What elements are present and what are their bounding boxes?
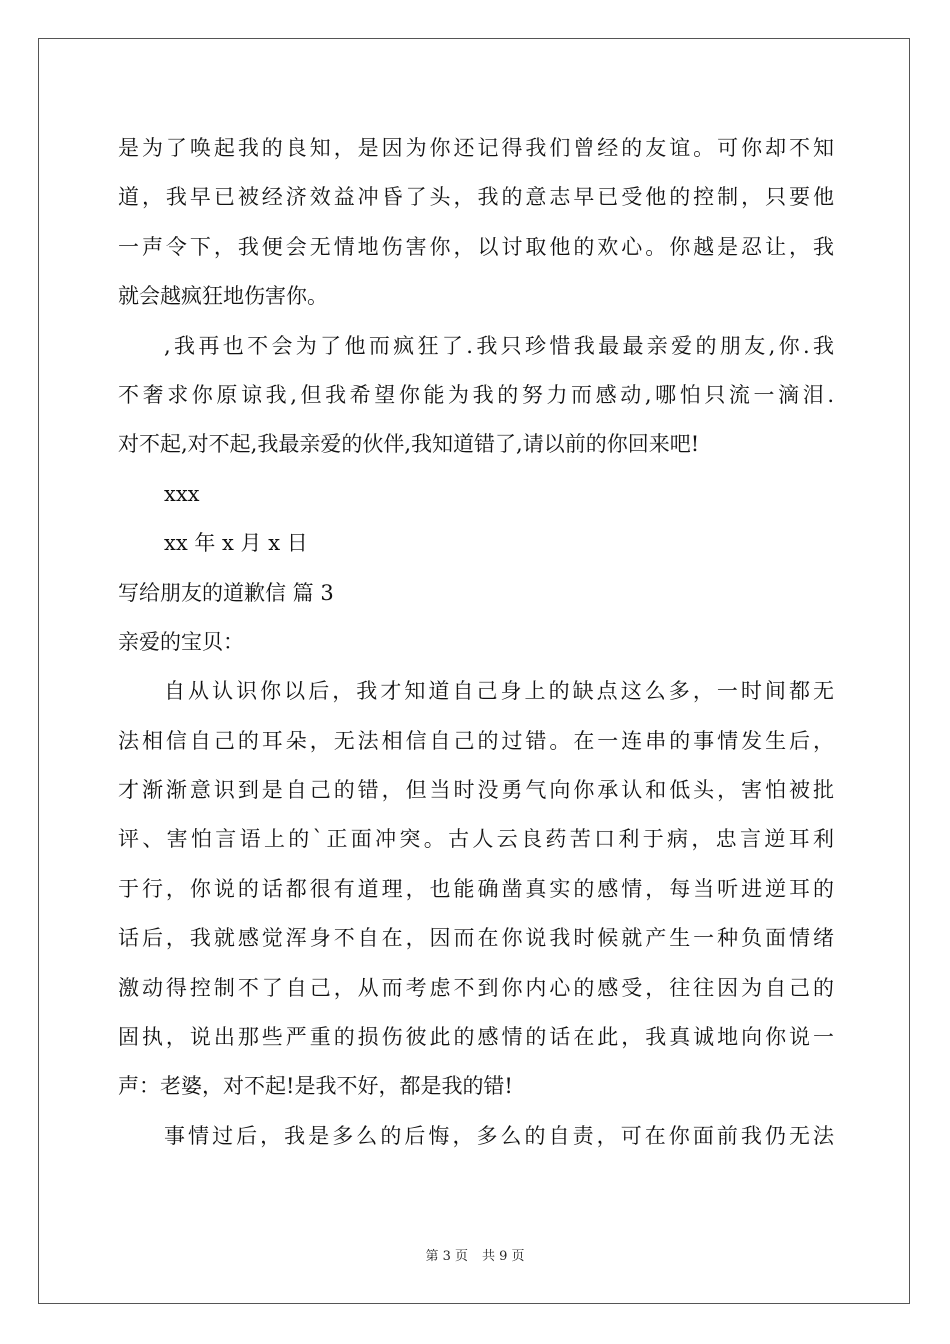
paragraph-4 [118,1112,834,1161]
text-line: 自从认识你以后，我才知道自己身上的缺点这么多，一时间都无 [164,679,834,704]
document-body [118,124,834,1161]
text-line: 话后，我就感觉浑身不自在，因而在你说我时候就产生一种负面情绪 [118,926,834,951]
salutation: 亲爱的宝贝： [118,629,244,654]
text-line: 是为了唤起我的良知，是因为你还记得我们曾经的友谊。可你却不知 [118,136,834,160]
text-line: 法相信自己的耳朵，无法相信自己的过错。在一连串的事情发生后， [118,728,834,753]
section-title: 写给朋友的道歉信 篇 3 [118,580,334,605]
text-line: 才渐渐意识到是自己的错，但当时没勇气向你承认和低头，害怕被批 [118,778,834,803]
text-line: 一声令下，我便会无情地伤害你，以讨取他的欢心。你越是忍让，我 [118,234,834,259]
text-line: 评、害怕言语上的`正面冲突。古人云良药苦口利于病，忠言逆耳利 [118,827,834,852]
paragraph-1 [118,124,834,322]
page-footer [0,1245,950,1264]
paragraph-3 [118,667,834,1112]
text-line: 就会越疯狂地伤害你。 [118,284,328,309]
paragraph-2 [118,322,834,470]
text-line: 道，我早已被经济效益冲昏了头，我的意志早已受他的控制，只要他 [118,185,834,210]
page-number: 第 3 页 [425,1249,468,1264]
text-line: 事情过后，我是多么的后悔，多么的自责，可在你面前我仍无法 [164,1123,834,1148]
letter-date: xx 年 x 月 x 日 [164,531,308,556]
text-line: 激动得控制不了自己，从而考虑不到你内心的感受，往往因为自己的 [118,975,834,1000]
text-line: 固执，说出那些严重的损伤彼此的感情的话在此，我真诚地向你说一 [118,1025,834,1050]
text-line: 不奢求你原谅我,但我希望你能为我的努力而感动,哪怕只流一滴泪. [118,382,834,407]
signature: xxx [164,481,200,506]
text-line: ,我再也不会为了他而疯狂了.我只珍惜我最最亲爱的朋友,你.我 [164,333,834,358]
text-line: 对不起,对不起,我最亲爱的伙伴,我知道错了,请以前的你回来吧! [118,432,700,457]
page-total: 共 9 页 [482,1249,525,1264]
text-line: 于行，你说的话都很有道理，也能确凿真实的感情，每当听进逆耳的 [118,876,834,901]
text-line: 声：老婆，对不起!是我不好，都是我的错! [118,1074,513,1099]
